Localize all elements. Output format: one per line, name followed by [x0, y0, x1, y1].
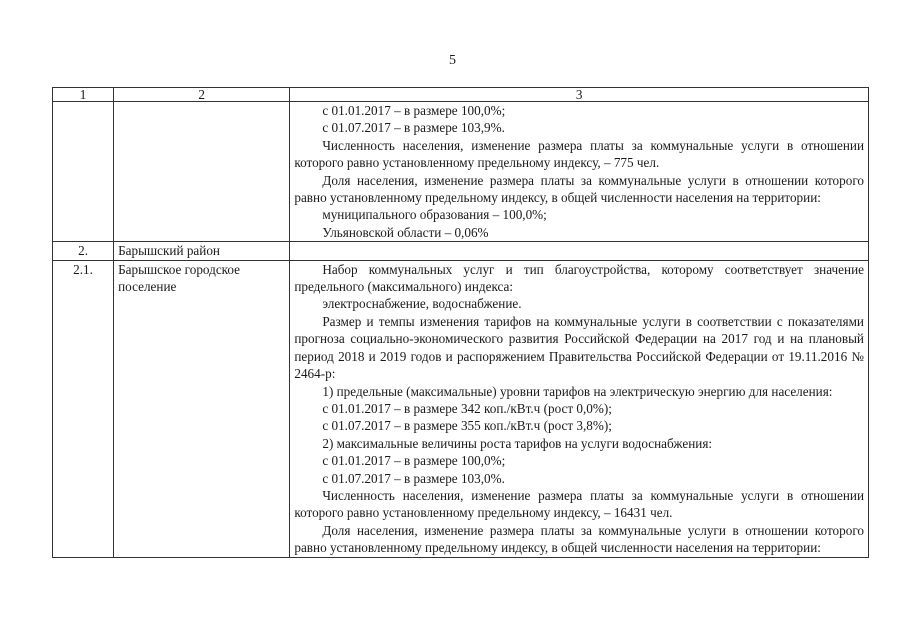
data-table [52, 87, 869, 558]
row-content [290, 260, 869, 557]
header-col-3: 3 [290, 88, 869, 102]
header-col-1: 1 [53, 88, 114, 102]
row-number: 2.1. [53, 260, 114, 557]
text-line: с 01.07.2017 – в размере 103,0%. [322, 470, 505, 486]
text-line: муниципального образования – 100,0%; [322, 207, 547, 223]
row-name [114, 102, 290, 242]
text-line: с 01.01.2017 – в размере 342 коп./кВт.ч (рост 0,0%); [322, 400, 612, 416]
row-content [290, 242, 869, 260]
paragraph: Доля населения, изменение размера платы за коммунальные услуги в отношении которого равно установленному предельному индексу, в общей численности населения на территории: [294, 522, 864, 556]
text-line: с 01.07.2017 – в размере 355 коп./кВт.ч (рост 3,8%); [322, 418, 612, 434]
row-name: Барышское городское поселение [114, 260, 290, 557]
table-header-row [53, 88, 869, 102]
table-row-continued [53, 102, 869, 242]
row-number: 2. [53, 242, 114, 260]
paragraph: 1) предельные (максимальные) уровни тарифов на электрическую энергию для населения: [322, 383, 833, 399]
row-content [290, 102, 869, 242]
text-line: 2) максимальные величины роста тарифов на услуги водоснабжения: [322, 435, 713, 451]
text-line: Ульяновской области – 0,06% [322, 224, 489, 240]
table-row-settlement [53, 260, 869, 557]
row-name: Барышский район [114, 242, 290, 260]
paragraph: Доля населения, изменение размера платы за коммунальные услуги в отношении которого равно установленному предельному индексу, в общей численности населения на территории: [294, 172, 864, 206]
text-line: с 01.01.2017 – в размере 100,0%; [322, 453, 506, 469]
paragraph: Численность населения, изменение размера платы за коммунальные услуги в отношении которого равно установленному предельному индексу, – 16431 чел. [294, 487, 864, 521]
text-line: с 01.01.2017 – в размере 100,0%; [322, 103, 506, 118]
header-col-2: 2 [114, 88, 290, 102]
text-line: электроснабжение, водоснабжение. [322, 296, 522, 312]
text-line: с 01.07.2017 – в размере 103,9%. [322, 120, 505, 136]
table-row-district [53, 242, 869, 260]
row-number [53, 102, 114, 242]
paragraph: Численность населения, изменение размера платы за коммунальные услуги в отношении которого равно установленному предельному индексу, – 775 чел. [294, 137, 864, 171]
paragraph: Набор коммунальных услуг и тип благоустройства, которому соответствует значение предельного (максимального) индекса: [294, 261, 864, 295]
page-number: 5 [449, 53, 456, 68]
paragraph: Размер и темпы изменения тарифов на коммунальные услуги в соответствии с показателями прогноза социально-экономического развития Российской Федерации на 2017 год и на плановый период 2018 и 2019 годов и распоряжением Правительства Российской Федерации от 19.11.2016 № 2464-р: [294, 313, 864, 382]
